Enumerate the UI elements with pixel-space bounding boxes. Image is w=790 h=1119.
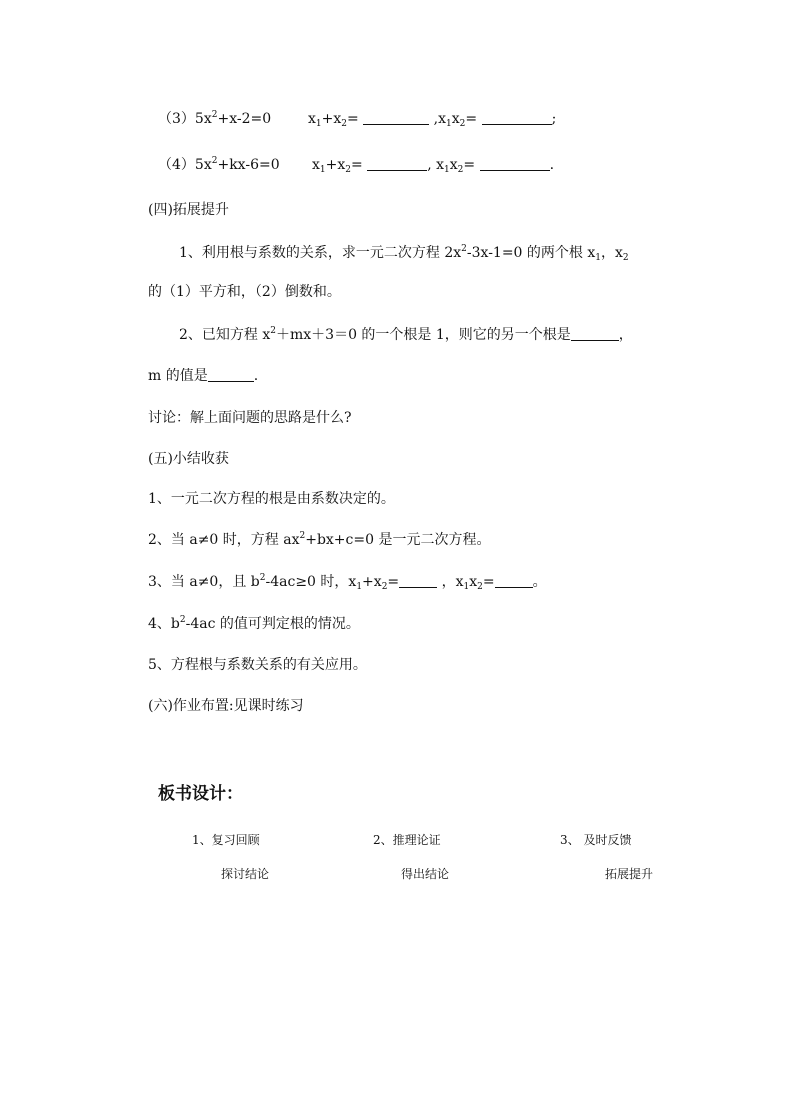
summary-item-4: 4、$b^2-4ac$ 的值可判定根的情况。 (148, 615, 360, 632)
practice-item-3 (158, 109, 271, 129)
board-row-1-col-3: 3、 及时反馈 (560, 833, 632, 847)
answer-blank[interactable] (480, 156, 550, 171)
problem-1-continued: 的（1）平方和，（2）倒数和。 (148, 284, 341, 300)
answer-blank[interactable] (367, 156, 427, 171)
item-number: （3） (158, 111, 195, 127)
summary-item-2: 2、当 a≠0 时，方程 $ax^2+bx+c=0$ 是一元二次方程。 (148, 531, 491, 548)
board-row-2-col-2: 得出结论 (401, 867, 450, 881)
answer-blank[interactable] (399, 573, 437, 588)
answer-blank[interactable] (571, 326, 619, 341)
board-row-1-col-1: 1、复习回顾 (192, 833, 260, 847)
answer-blank[interactable] (363, 110, 429, 125)
board-row-2-col-1: 探讨结论 (221, 867, 270, 881)
answer-blank[interactable] (495, 573, 533, 588)
sum-product-fill-3: $x_1+x_2= ,x_1x_2=$ ; (308, 111, 557, 129)
item-number: （4） (158, 157, 195, 173)
board-design-title: 板书设计： (158, 784, 243, 804)
section-title-extension: (四)拓展提升 (148, 202, 229, 218)
summary-item-3: 3、当 a≠0，且 $b^2-4ac\ge 0$ 时，$x_1+x_2=$ ，$x_1x_2=$ 。 (148, 573, 547, 592)
summary-item-5: 5、方程根与系数关系的有关应用。 (148, 657, 367, 673)
discussion-prompt: 讨论：解上面问题的思路是什么? (148, 410, 352, 426)
problem-1: 1、利用根与系数的关系，求一元二次方程 $2x^2-3x-1=0$ 的两个根 $x_1$，$x_2$ (179, 244, 629, 263)
equation: $5x^2+x-2=0$ (194, 110, 272, 127)
practice-item-4 (158, 155, 280, 175)
sum-product-fill-4: $x_1+x_2=$ , $x_1x_2=$ . (312, 157, 555, 175)
section-title-summary: (五)小结收获 (148, 451, 229, 467)
answer-blank[interactable] (208, 367, 254, 382)
section-title-homework: (六)作业布置:见课时练习 (148, 698, 304, 714)
problem-2: 2、已知方程 $x^2+mx+3=0$ 的一个根是 1，则它的另一个根是 ， (179, 326, 633, 343)
board-row-1-col-2: 2、推理论证 (373, 833, 441, 847)
equation: $5x^2+kx-6=0$ (194, 156, 280, 173)
answer-blank[interactable] (482, 110, 552, 125)
problem-2-continued: m 的值是 . (148, 368, 259, 384)
summary-item-1: 1、一元二次方程的根是由系数决定的。 (148, 491, 395, 507)
board-row-2-col-3: 拓展提升 (605, 867, 654, 881)
